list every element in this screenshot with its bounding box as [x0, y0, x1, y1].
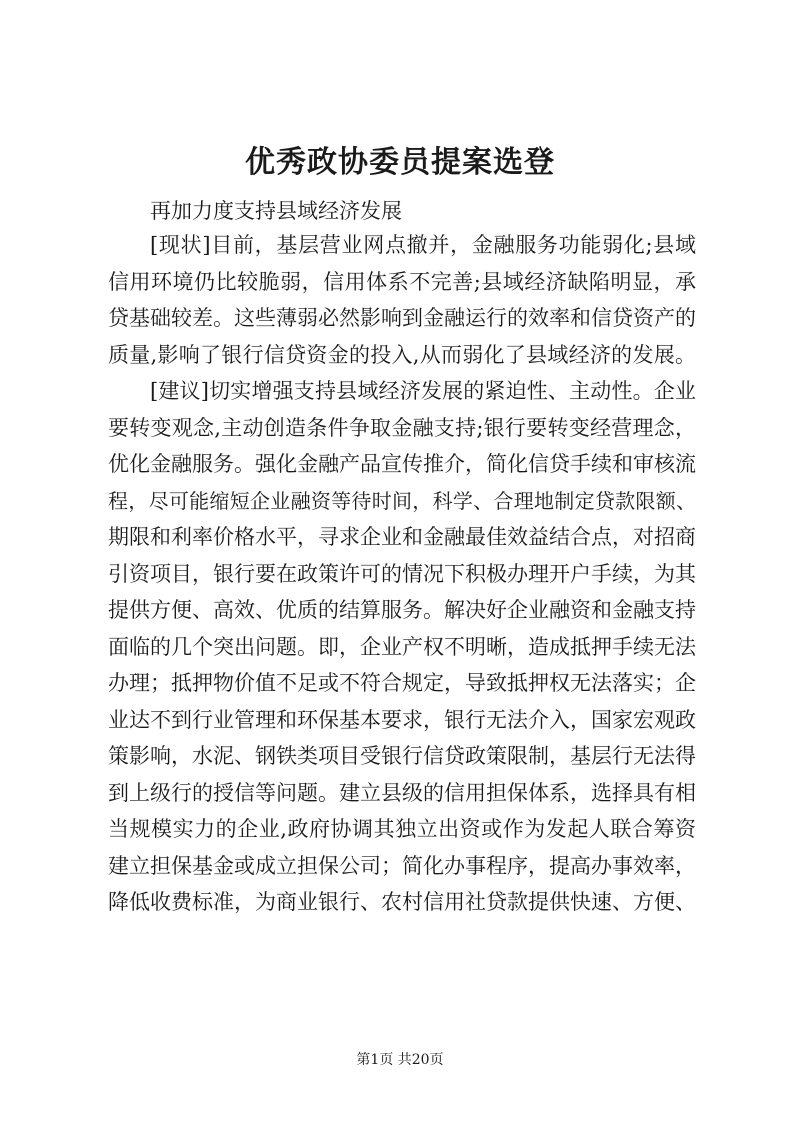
document-subtitle: 再加力度支持县域经济发展 — [150, 199, 402, 223]
document-title: 优秀政协委员提案选登 — [245, 145, 555, 180]
paragraph-line: 策影响，水泥、钢铁类项目受银行信贷政策限制，基层行无法得 — [108, 744, 696, 768]
paragraph-line: 质量,影响了银行信贷资金的投入,从而弱化了县域经济的发展。 — [108, 342, 696, 367]
paragraph-line: 面临的几个突出问题。即，企业产权不明晰，造成抵押手续无法 — [108, 634, 696, 659]
paragraph-line: 期限和利率价格水平，寻求企业和金融最佳效益结合点，对招商 — [108, 525, 696, 549]
paragraph-line: 当规模实力的企业,政府协调其独立出资或作为发起人联合筹资 — [108, 817, 696, 841]
paragraph-line: [现状]目前，基层营业网点撤并，金融服务功能弱化;县域 — [150, 233, 696, 257]
paragraph-line: 贷基础较差。这些薄弱必然影响到金融运行的效率和信贷资产的 — [108, 306, 696, 330]
paragraph-line: 要转变观念,主动创造条件争取金融支持;银行要转变经营理念， — [108, 415, 696, 440]
document-body — [108, 227, 696, 921]
paragraph-line: 建立担保基金或成立担保公司；简化办事程序，提高办事效率， — [108, 853, 696, 878]
paragraph-line: 办理；抵押物价值不足或不符合规定，导致抵押权无法落实；企 — [108, 671, 696, 695]
paragraph-line: 业达不到行业管理和环保基本要求，银行无法介入，国家宏观政 — [108, 707, 696, 732]
paragraph-line: [建议]切实增强支持县域经济发展的紧迫性、主动性。企业 — [150, 379, 696, 403]
paragraph-line: 程，尽可能缩短企业融资等待时间，科学、合理地制定贷款限额、 — [108, 488, 696, 513]
paragraph-line: 优化金融服务。强化金融产品宣传推介，简化信贷手续和审核流 — [108, 452, 696, 476]
paragraph-line: 引资项目，银行要在政策许可的情况下积极办理开户手续，为其 — [108, 561, 696, 586]
paragraph-line: 降低收费标准，为商业银行、农村信用社贷款提供快速、方便、 — [108, 890, 696, 914]
paragraph-line: 到上级行的授信等问题。建立县级的信用担保体系，选择具有相 — [108, 780, 696, 805]
paragraph-line: 提供方便、高效、优质的结算服务。解决好企业融资和金融支持 — [108, 598, 696, 622]
paragraph-line: 信用环境仍比较脆弱，信用体系不完善;县域经济缺陷明显，承 — [108, 269, 696, 294]
page-number-footer: 第1页 共20页 — [356, 1052, 444, 1068]
